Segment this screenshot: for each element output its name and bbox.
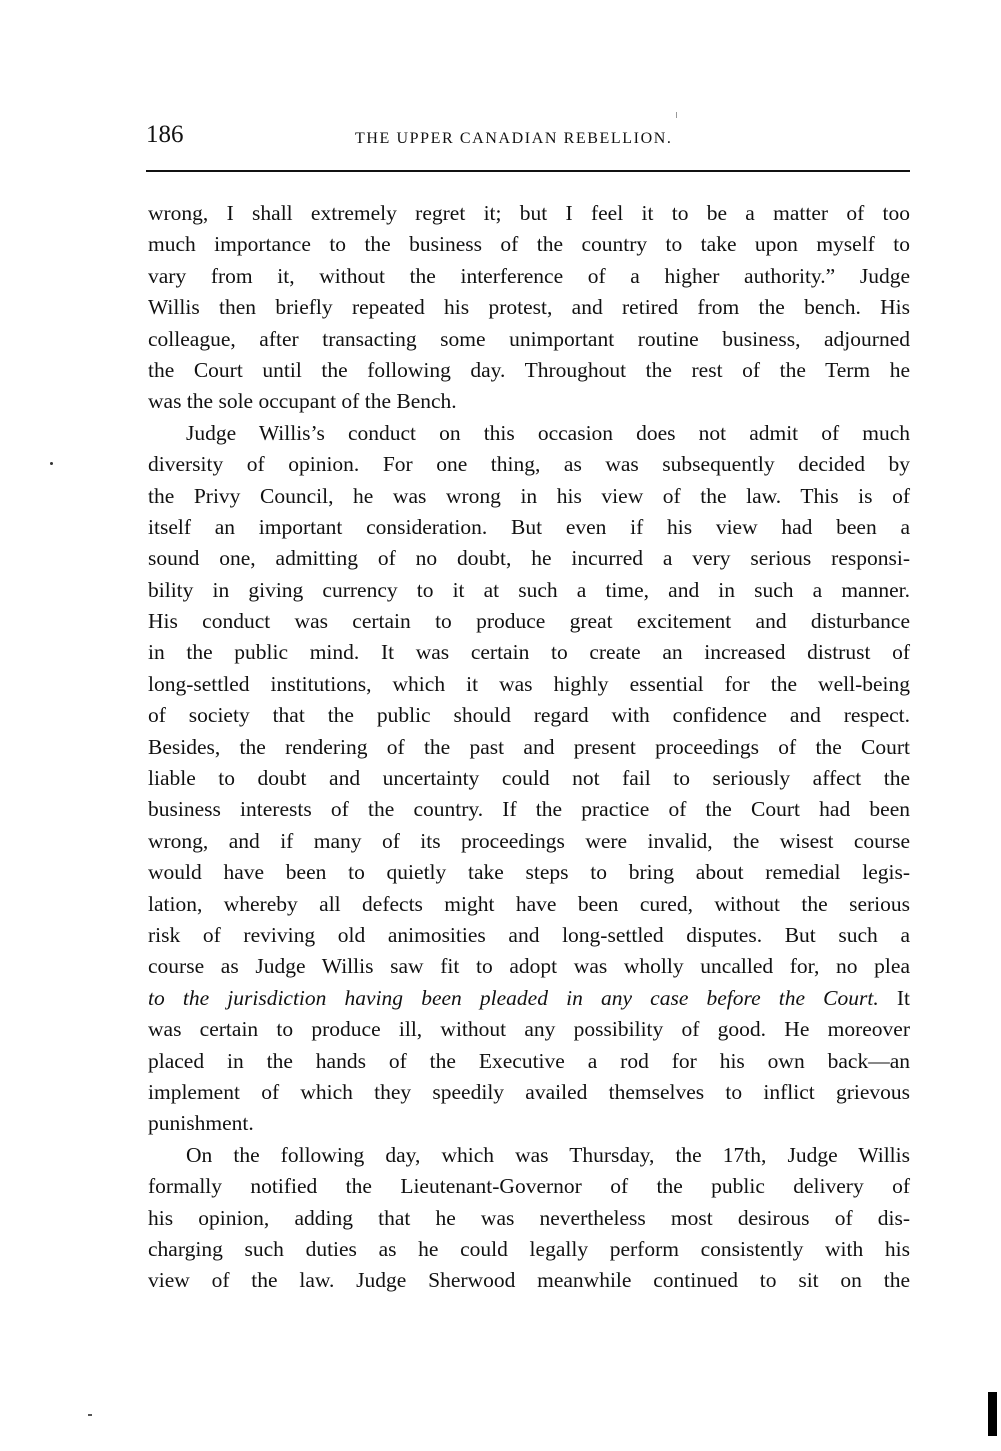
text-line: the Privy Council, he was wrong in his view of the law. This is of [148,483,910,508]
text-line: risk of reviving old animosities and long-settled disputes. But such a [148,922,910,947]
page-number: 186 [146,121,184,148]
text-line: much importance to the business of the country to take upon myself to [148,232,910,257]
text-line: business interests of the country. If the practice of the Court had been [148,797,910,822]
text-line: sound one, admitting of no doubt, he incurred a very serious responsi- [148,546,910,571]
body-text [148,198,910,1297]
text-line: colleague, after transacting some unimportant routine business, adjourned [148,326,910,351]
text-line: liable to doubt and uncertainty could not fail to seriously affect the [148,766,910,791]
header-rule [146,170,910,172]
text-line: Judge Willis’s conduct on this occasion does not admit of much [186,420,910,445]
text-line: was the sole occupant of the Bench. [148,389,457,414]
speck-mark [676,112,677,118]
running-title: THE UPPER CANADIAN REBELLION. [355,130,673,147]
text-line: long-settled institutions, which it was highly essential for the well-being [148,671,910,696]
text-line: bility in giving currency to it at such a time, and in such a manner. [148,577,910,602]
text-line: placed in the hands of the Executive a rod for his own back—an [148,1048,910,1073]
line-tail: It [896,985,910,1010]
text-line: formally notified the Lieutenant-Governor of the public delivery of [148,1174,910,1199]
text-line: Besides, the rendering of the past and present proceedings of the Court [148,734,910,759]
scan-edge-bar [988,1392,997,1436]
text-line: charging such duties as he could legally perform consistently with his [148,1236,910,1261]
text-line: was certain to produce ill, without any possibility of good. He moreover [148,1017,910,1042]
text-line: His conduct was certain to produce great excitement and disturbance [148,609,910,634]
text-line: wrong, I shall extremely regret it; but I feel it to be a matter of too [148,201,910,225]
text-line: punishment. [148,1111,254,1136]
text-line: in the public mind. It was certain to create an increased distrust of [148,640,910,665]
text-line: would have been to quietly take steps to bring about remedial legis- [148,860,910,885]
text-line: his opinion, adding that he was nevertheless most desirous of dis- [148,1205,910,1230]
text-line: course as Judge Willis saw fit to adopt was wholly uncalled for, no plea [148,954,910,979]
text-line: Willis then briefly repeated his protest, and retired from the bench. His [148,295,910,320]
text-line: of society that the public should regard with confidence and respect. [148,703,910,728]
text-line: lation, whereby all defects might have been cured, without the serious [148,891,910,916]
text-line: itself an important consideration. But even if his view had been a [148,514,910,539]
text-line: vary from it, without the interference of a higher authority.” Judge [148,263,910,288]
text-line: the Court until the following day. Throughout the rest of the Term he [148,357,910,382]
text-line: view of the law. Judge Sherwood meanwhile continued to sit on the [148,1268,910,1293]
margin-dot-mark [50,462,53,465]
text-line [148,983,910,1014]
text-line: diversity of opinion. For one thing, as was subsequently decided by [148,452,910,477]
text-line: implement of which they speedily availed themselves to inflict grievous [148,1079,910,1104]
speck-mark [88,1414,92,1416]
text-line: On the following day, which was Thursday, the 17th, Judge Willis [186,1142,910,1167]
italic-phrase: to the jurisdiction having been pleaded in any case before the Court. [148,985,879,1010]
text-line: wrong, and if many of its proceedings were invalid, the wisest course [148,828,910,853]
